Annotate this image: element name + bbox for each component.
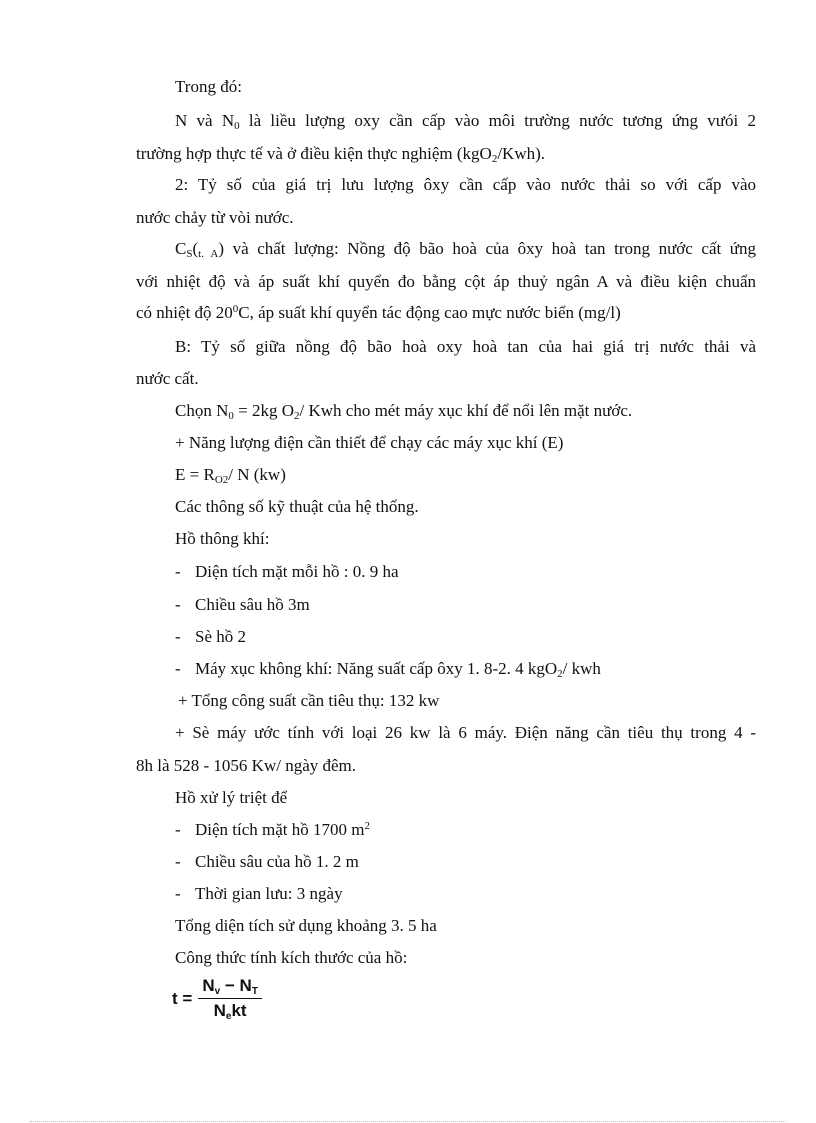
list-item-count: - Sè hồ 2 [175, 627, 246, 646]
list-item-retention: - Thời gian lưu: 3 ngày [175, 884, 343, 903]
paragraph-formula-intro: Công thức tính kích thước của hồ: [175, 948, 408, 967]
pond-size-formula [172, 976, 262, 1021]
paragraph-total-power: + Tổng công suất cần tiêu thụ: 132 kw [178, 691, 440, 710]
page-bottom-rule [30, 1121, 786, 1122]
paragraph-n-n0-line1: N và $N_0$ là liều lượng oxy cần cấp vào môi trường nước tương ứng vưói 2 [175, 111, 756, 132]
formula-lhs: t = [172, 988, 193, 1008]
paragraph-cs-line1: $C_S(_{t. A})$ và chất lượng: Nồng độ bão hoà của ôxy hoà tan trong nước cất ứng [175, 239, 756, 260]
list-item-aerator: - Máy xục không khí: Năng suất cấp ôxy 1. 8-2. 4 kgO$_2$/ kwh [175, 659, 601, 680]
paragraph-b-line2: nước cất. [136, 369, 199, 388]
paragraph-label-trong-do: Trong đó: [175, 77, 242, 96]
formula-fraction [198, 976, 262, 1021]
paragraph-e-formula: $E = R_{O2}/$ N (kw) [175, 465, 286, 486]
paragraph-cs-line2: với nhiệt độ và áp suất khí quyển đo bằng cột áp thuỷ ngân A và điều kiện chuẩn [136, 272, 756, 291]
paragraph-energy: + Năng lượng điện cần thiết để chạy các máy xục khí (E) [175, 433, 564, 452]
paragraph-total-area: Tổng diện tích sử dụng khoảng 3. 5 ha [175, 916, 437, 935]
paragraph-b-line1: B: Tỷ số giữa nồng độ bão hoà oxy hoà tan của hai giá trị nước thải và [175, 337, 756, 356]
formula-numerator: $N_v - N_T$ [198, 976, 262, 999]
list-item-pond-depth: - Chiều sâu của hồ 1. 2 m [175, 852, 359, 871]
paragraph-polishing-pond: Hồ xử lý triệt để [175, 788, 288, 807]
paragraph-ratio-line2: nước chảy từ vòi nước. [136, 208, 294, 227]
paragraph-chon-n0: Chọn $N_0 = 2kg$ $O_2/$ Kwh cho mét máy xục khí để nổi lên mặt nước. [175, 401, 633, 422]
paragraph-cs-line3: có nhiệt độ $20^0C$, áp suất khí quyển tác động cao mực nước biển (mg/l) [136, 303, 621, 322]
paragraph-machines-line1: + Sè máy ước tính với loại 26 kw là 6 máy. Điện năng cần tiêu thụ trong 4 - [175, 723, 756, 742]
paragraph-machines-line2: 8h là 528 - 1056 Kw/ ngày đêm. [136, 756, 357, 775]
list-item-pond-area: - Diện tích mặt hồ 1700 $m^2$ [175, 820, 371, 839]
paragraph-ratio-line1: 2: Tỷ số của giá trị lưu lượng ôxy cần cấp vào nước thải so với cấp vào [175, 175, 756, 194]
formula-denominator: $N_ekt$ [213, 1001, 247, 1022]
list-item-depth: - Chiều sâu hồ 3m [175, 595, 310, 614]
paragraph-aeration-pond: Hồ thông khí: [175, 529, 270, 548]
paragraph-n-n0-line2: trường hợp thực tế và ở điều kiện thực nghiệm (kgO$_2$/Kwh). [136, 144, 546, 165]
list-item-area: - Diện tích mặt mỗi hồ : 0. 9 ha [175, 562, 399, 581]
paragraph-spec-heading: Các thông số kỹ thuật của hệ thống. [175, 497, 419, 516]
